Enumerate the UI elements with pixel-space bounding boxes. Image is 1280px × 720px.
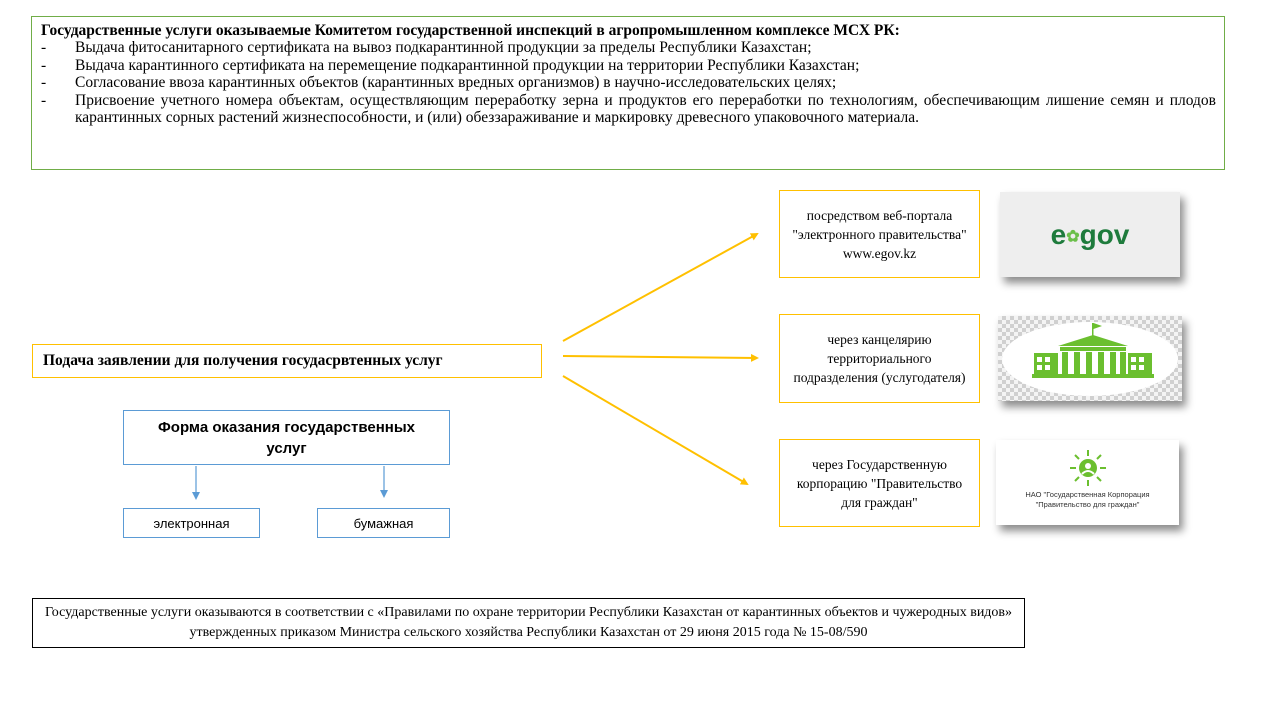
bullet-dash: - [41, 56, 47, 74]
application-submission-box [32, 344, 542, 378]
government-building-icon [998, 316, 1182, 401]
channel-office-box: через канцелярию территориального подразделения (услугодателя) [779, 314, 980, 403]
legal-basis-note: Государственные услуги оказываются в соответствии с «Правилами по охране территории Республики Казахстан от карантинных объектов и чужеродных видов» утвержденных приказом Министра сельского хозяйства Республики Казахстан от 29 июня 2015 года № 15-08/590 [32, 598, 1025, 648]
bullet-dash: - [41, 74, 47, 92]
paper-form-box: бумажная [317, 508, 450, 538]
service-form-box [123, 410, 450, 465]
bullet-dash: - [41, 91, 47, 109]
service-item: - Присвоение учетного номера объектам, осуществляющим переработку зерна и продуктов его переработки по технологиям, обеспечивающим лишение семян и плодов карантинных сорных растений жизнеспособности, и (или) обеззараживание и маркировку древесного упаковочного материала. [41, 91, 1216, 127]
arrow-to-office [563, 356, 757, 358]
service-item: - Выдача фитосанитарного сертификата на вывоз подкарантинной продукции за пределы Республики Казахстан; [41, 39, 812, 57]
electronic-form-box: электронная [123, 508, 260, 538]
services-title: Государственные услуги оказываемые Комитетом государственной инспекций в агропромышленном комплексе МСХ РК: [41, 22, 900, 39]
channel-egov-box: посредством веб-портала "электронного правительства" www.egov.kz [779, 190, 980, 278]
service-item: - Выдача карантинного сертификата на перемещение подкарантинной продукции на территории Республики Казахстан; [41, 56, 860, 74]
channel-gov-corp-box: через Государственную корпорацию "Правительство для граждан" [779, 439, 980, 527]
service-item: - Согласование ввоза карантинных объектов (карантинных вредных организмов) в научно-исследовательских целях; [41, 74, 837, 92]
submission-label: Подача заявлении для получения госудасрвтенных услуг [43, 352, 443, 369]
arrow-to-gov-corp [563, 376, 747, 484]
arrow-to-egov [563, 234, 757, 341]
bullet-dash: - [41, 39, 47, 57]
egov-logo-icon: e✿gov [1000, 192, 1180, 277]
gov-corp-caption: НАО "Государственная Корпорация "Правительство для граждан" [1025, 490, 1150, 509]
government-corporation-logo-icon [996, 440, 1179, 525]
egov-dot-icon: ✿ [1066, 228, 1080, 246]
service-form-title: Форма оказания государственных услуг [157, 419, 415, 457]
sun-emblem-icon [1068, 448, 1108, 488]
